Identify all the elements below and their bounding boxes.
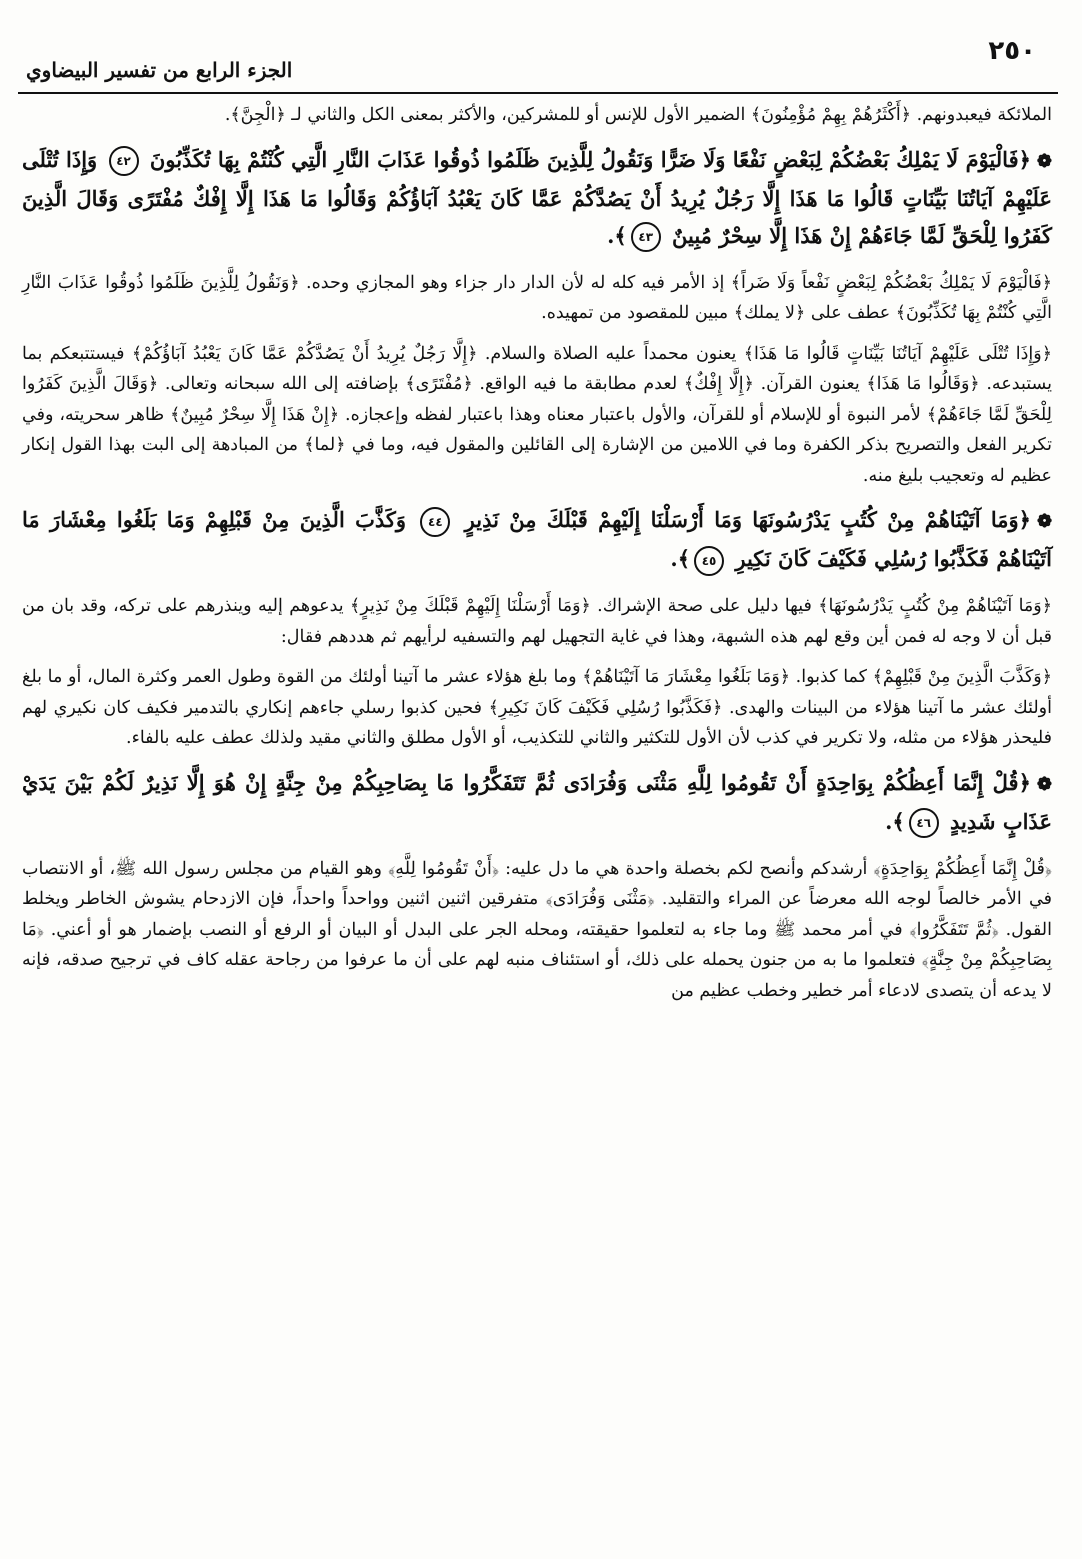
verse-number-marker: ٤٢: [109, 146, 139, 176]
flower-ornament-icon: ❁: [1036, 150, 1053, 172]
verse-text: ﴿قُلْ إِنَّمَا أَعِظُكُمْ بِوَاحِدَةٍ أَنْ تَقُومُوا لِلَّهِ مَثْنَى وَفُرَادَى ثُمَّ تَتَفَكَّرُوا مَا بِصَاحِبِكُمْ مِنْ جِنَّةٍ إِنْ هُوَ إِلَّا نَذِيرٌ لَكُمْ بَيْنَ يَدَيْ عَذَابٍ شَدِيدٍ: [22, 769, 1052, 834]
commentary-paragraph: ﴿فَالْيَوْمَ لَا يَمْلِكُ بَعْضُكُمْ لِبَعْضٍ نَفْعاً وَلَا ضَراً﴾ إذ الأمر فيه كله له لأن الدار دار جزاء وهو المجازي وحده. ﴿وَنَقُولُ لِلَّذِينَ ظَلَمُوا ذُوقُوا عَذَابَ النَّارِ الَّتِي كُنْتُمْ بِهَا تُكَذِّبُونَ﴾ عطف على ﴿لا يملك﴾ مبين للمقصود من تمهيده.: [22, 272, 1052, 323]
header-rule: [18, 92, 1058, 94]
verse-text: وَإِذَا تُتْلَى عَلَيْهِمْ آيَاتُنَا بَيِّنَاتٍ قَالُوا مَا هَذَا إِلَّا رَجُلٌ يُرِيدُ أَنْ يَصُدَّكُمْ عَمَّا كَانَ يَعْبُدُ آبَاؤُكُمْ وَقَالُوا مَا هَذَا إِلَّا إِفْكٌ مُفْتَرًى وَقَالَ الَّذِينَ كَفَرُوا لِلْحَقِّ لَمَّا جَاءَهُمْ إِنْ هَذَا إِلَّا سِحْرٌ مُبِينٌ: [22, 146, 1052, 248]
verse-end: ﴾.: [670, 546, 691, 571]
commentary-paragraph: ﴿قُلْ إِنَّمَا أَعِظُكُمْ بِوَاحِدَةٍ﴾ أرشدكم وأنصح لكم بخصلة واحدة هي ما دل عليه: ﴿أَنْ تَقُومُوا لِلَّهِ﴾ وهو القيام من مجلس رسول الله ﷺ، أو الانتصاب في الأمر خالصاً لوجه الله معرضاً عن المراء والتقليد. ﴿مَثْنَى وَفُرَادَى﴾ متفرقين اثنين اثنين وواحداً واحداً، فإن الازدحام يشوش الخاطر ويخلط القول. ﴿ثُمَّ تَتَفَكَّرُوا﴾ في أمر محمد ﷺ وما جاء به لتعلموا حقيقته، ومحله الجر على البدل أو البيان أو الرفع أو النصب بإضمار هو أو أعني. ﴿مَا بِصَاحِبِكُمْ مِنْ جِنَّةٍ﴾ فتعلموا ما به من جنون يحمله على ذلك، أو استئناف منبه لهم على أن ما عرفوا من رجاحة عقله كاف في ترجيح صدقه، فإنه لا يدعه أن يتصدى لادعاء أمر خطير وخطب عظيم من: [22, 858, 1052, 1001]
verse-text: وَكَذَّبَ الَّذِينَ مِنْ قَبْلِهِمْ وَمَا بَلَغُوا مِعْشَارَ مَا آتَيْنَاهُمْ فَكَذَّبُوا رُسُلِي فَكَيْفَ كَانَ نَكِيرِ: [22, 507, 1052, 571]
verse-number-marker: ٤٤: [420, 507, 450, 537]
verse-text: ﴿وَمَا آتَيْنَاهُمْ مِنْ كُتُبٍ يَدْرُسُونَهَا وَمَا أَرْسَلْنَا إِلَيْهِمْ قَبْلَكَ مِنْ نَذِيرٍ: [464, 507, 1031, 532]
flower-ornament-icon: ❁: [1036, 511, 1053, 532]
quran-verse-block: [22, 501, 1052, 577]
quran-verse-block: [22, 764, 1052, 840]
page-number: ٢٥٠: [988, 36, 1036, 66]
verse-number-marker: ٤٣: [631, 222, 661, 252]
commentary-paragraph: ﴿وَمَا آتَيْنَاهُمْ مِنْ كُتُبٍ يَدْرُسُونَهَا﴾ فيها دليل على صحة الإشراك. ﴿وَمَا أَرْسَلْنَا إِلَيْهِمْ قَبْلَكَ مِنْ نَذِيرٍ﴾ يدعوهم إليه وينذرهم على تركه، وقد بان من قبل أن لا وجه له فمن أين وقع لهم هذه الشبهة، وهذا في غاية التجهيل لهم والتسفيه لرأيهم ثم هددهم فقال:: [22, 596, 1052, 647]
quran-verse-block: [22, 141, 1052, 254]
commentary-paragraph: الملائكة فيعبدونهم. ﴿أَكْثَرُهُمْ بِهِمْ مُؤْمِنُونَ﴾ الضمير الأول للإنس أو للمشركين، والأكثر بمعنى الكل والثاني لـ ﴿الْجِنَّ﴾.: [224, 105, 1052, 125]
page-header: [18, 30, 1058, 88]
verse-number-marker: ٤٥: [694, 546, 724, 576]
running-title: الجزء الرابع من تفسير البيضاوي: [26, 58, 293, 82]
verse-number-marker: ٤٦: [909, 808, 939, 838]
verse-end: ﴾.: [885, 808, 905, 834]
verse-end: ﴾.: [607, 222, 627, 248]
commentary-paragraph: ﴿وَكَذَّبَ الَّذِينَ مِنْ قَبْلِهِمْ﴾ كما كذبوا. ﴿وَمَا بَلَغُوا مِعْشَارَ مَا آتَيْنَاهُمْ﴾ وما بلغ هؤلاء عشر ما آتينا أولئك من القوة وطول العمر وكثرة المال، أو ما بلغ أولئك عشر ما آتينا هؤلاء من البينات والهدى. ﴿فَكَذَّبُوا رُسُلِي فَكَيْفَ كَانَ نَكِيرِ﴾ فحين كذبوا رسلي جاءهم إنكاري بالتدمير فكيف كان نكيري لهم فليحذر هؤلاء من مثله، ولا تكرير في كذب لأن الأول للتكثير والثاني للتكذيب، أو الأول مطلق والثاني مقيد ولذلك عطف عليه بالفاء.: [22, 667, 1052, 748]
commentary-paragraph: ﴿وَإِذَا تُتْلَى عَلَيْهِمْ آيَاتُنَا بَيِّنَاتٍ قَالُوا مَا هَذَا﴾ يعنون محمداً عليه الصلاة والسلام. ﴿إِلَّا رَجُلٌ يُرِيدُ أَنْ يَصُدَّكُمْ عَمَّا كَانَ يَعْبُدُ آبَاؤُكُمْ﴾ فيستتبعكم بما يستبدعه. ﴿وَقَالُوا مَا هَذَا﴾ يعنون القرآن. ﴿إِلَّا إِفْكٌ﴾ لعدم مطابقة ما فيه الواقع. ﴿مُفْتَرًى﴾ بإضافته إلى الله سبحانه وتعالى. ﴿وَقَالَ الَّذِينَ كَفَرُوا لِلْحَقِّ لَمَّا جَاءَهُمْ﴾ لأمر النبوة أو للإسلام أو للقرآن، والأول باعتبار معناه وهذا باعتبار لفظه وإعجازه. ﴿إِنْ هَذَا إِلَّا سِحْرٌ مُبِينٌ﴾ ظاهر سحريته، وفي تكرير الفعل والتصريح بذكر الكفرة وما في اللامين من الإشارة إلى القائلين والمقول فيه، وما في ﴿لما﴾ من المبادهة إلى البت بهذا القول إنكار عظيم له وتعجيب بليغ منه.: [22, 343, 1052, 486]
verse-text: ﴿فَالْيَوْمَ لَا يَمْلِكُ بَعْضُكُمْ لِبَعْضٍ نَفْعًا وَلَا ضَرًّا وَنَقُولُ لِلَّذِينَ ظَلَمُوا ذُوقُوا عَذَابَ النَّارِ الَّتِي كُنْتُمْ بِهَا تُكَذِّبُونَ: [149, 146, 1031, 172]
page-body: [22, 100, 1052, 1016]
flower-ornament-icon: ❁: [1036, 773, 1052, 795]
